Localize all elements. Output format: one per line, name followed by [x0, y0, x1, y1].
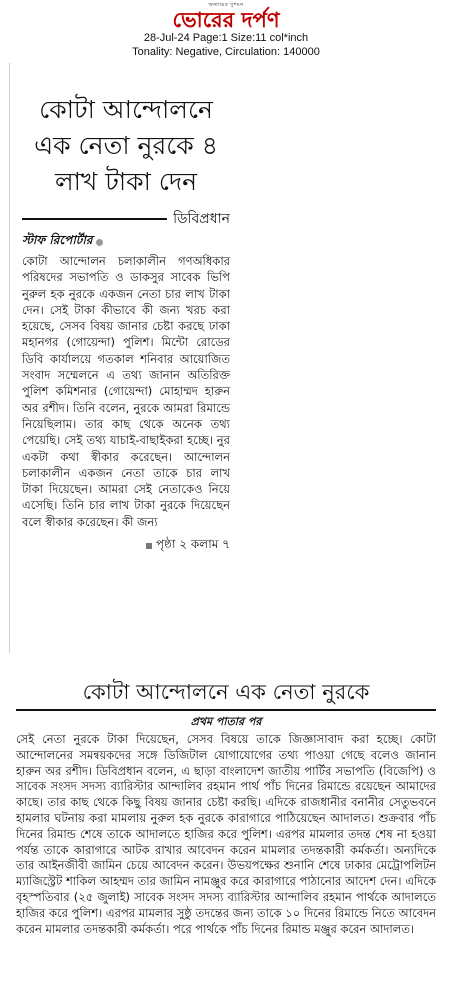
continued-label: পৃষ্ঠা ২ কলাম ৭: [156, 537, 230, 552]
clip-meta-date-page: 28-Jul-24 Page:1 Size:11 col*inch: [143, 32, 309, 44]
reporter-row: [22, 233, 230, 251]
article-headline: কোটা আন্দোলনে এক নেতা নুরকে ৪ লাখ টাকা দেন: [34, 95, 218, 196]
continuation-clip: [16, 678, 436, 937]
masthead: [0, 2, 452, 59]
continuation-body-text: সেই নেতা নুরকে টাকা দিয়েছেন, সেসব বিষয়ে তাকে জিজ্ঞাসাবাদ করা হচ্ছে। কোটা আন্দোলনের সমন্বয়কদের সঙ্গে ডিজিটাল যোগাযোগের তথ্য পাওয়া গেছে বলেও জানান হারুন অর রশীদ। ডিবিপ্রধান বলেন, এ ছাড়া বাংলাদেশ জাতীয় পার্টির সভাপতি (বিজেপি) ও সাবেক সংসদ সদস্য ব্যারিস্টার আন্দালিব রহমান পার্থ পাঁচ দিনের রিমান্ডে রয়েছেন আমাদের কাছে। তার কাছ থেকে কিছু বিষয় জানার চেষ্টা করছি। এদিকে রাজধানীর বনানীর সেতুভবনে হামলার ঘটনায় করা মামলায় নুরুল হক নুরকে কারাগারে পাঠিয়েছেন আদালত। শুক্রবার পাঁচ দিনের রিমান্ড শেষে তাকে আদালতে হাজির করে পুলিশ। এরপর মামলার তদন্ত শেষ না হওয়া পর্যন্ত তাকে কারাগারে আটক রাখার আবেদন করেন মামলার তদন্তকারী কর্মকর্তা। অন্যদিকে তার আইনজীবী জামিন চেয়ে আবেদন করেন। উভয়পক্ষের শুনানি শেষে ঢাকার মেট্রোপলিটন ম্যাজিস্ট্রেট শাকিল আহম্মদ তার জামিন নামঞ্জুর করে কারাগারে পাঠানোর আদেশ দেন। এদিকে বৃহস্পতিবার (২৫ জুলাই) সাবেক সংসদ সদস্য ব্যারিস্টার আন্দালিব রহমান পার্থকে আদালতে হাজির করে পুলিশ। এরপর মামলার সুষ্ঠু তদন্তের জন্য তাকে ১০ দিনের রিমান্ডে নিতে আবেদন করেন মামলার তদন্তকারী কর্মকর্তা। পরে পার্থকে পাঁচ দিনের রিমান্ড মঞ্জুর করেন আদালত।: [16, 732, 436, 936]
byline-row: [22, 208, 230, 230]
clip-meta-tonality: Tonality: Negative, Circulation: 140000: [132, 46, 320, 58]
headline-rule: [22, 218, 167, 220]
newspaper-logo: ভোরের দর্পণ: [172, 7, 280, 32]
masthead-tagline: অন্যায়ের দুশমন: [208, 2, 244, 8]
continuation-rule: [16, 709, 436, 711]
continue-marker-icon: [146, 543, 152, 549]
article-body: [22, 253, 230, 530]
article-clip: [22, 92, 230, 652]
article-byline: ডিবিপ্রধান: [173, 211, 230, 227]
clip-border: [9, 63, 10, 653]
reporter-label: স্টাফ রিপোর্টার: [22, 233, 93, 247]
continued-note: [22, 536, 230, 556]
continuation-body: [16, 732, 436, 937]
bullet-icon: [96, 239, 103, 246]
continuation-headline: কোটা আন্দোলনে এক নেতা নুরকে: [82, 680, 370, 704]
continuation-subhead: প্রথম পাতার পর: [190, 715, 262, 728]
article-body-text: কোটা আন্দোলন চলাকালীন গণঅধিকার পরিষদের সভাপতি ও ডাকসুর সাবেক ভিপি নুরুল হক নুরকে একজন নেতা চার লাখ টাকা দেন। সেই টাকা কীভাবে কী জন্য খরচ করা হয়েছে, সেসব বিষয় জানার চেষ্টা করছে ঢাকা মহানগর (গোয়েন্দা) পুলিশ। মিন্টো রোডের ডিবি কার্যালয়ে গতকাল শনিবার আয়োজিত সংবাদ সম্মেলনে এ তথ্য জানান অতিরিক্ত পুলিশ কমিশনার (গোয়েন্দা) মোহাম্মদ হারুন অর রশীদ। তিনি বলেন, নুরকে আমরা রিমান্ডে নিয়েছিলাম। তার কাছ থেকে অনেক তথ্য পেয়েছি। সেই তথ্য যাচাই-বাছাইকরা হচ্ছে। নুর একটা কথা স্বীকার করেছেন। আন্দোলন চলাকালীন একজন নেতা তাকে চার লাখ টাকা দিয়েছেন। আমরা সেই নেতাকেও নিয়ে এসেছি। তিনি চার লাখ টাকা নুরকে দিয়েছেন বলে স্বীকার করেছেন। কী জন্য: [22, 254, 230, 529]
